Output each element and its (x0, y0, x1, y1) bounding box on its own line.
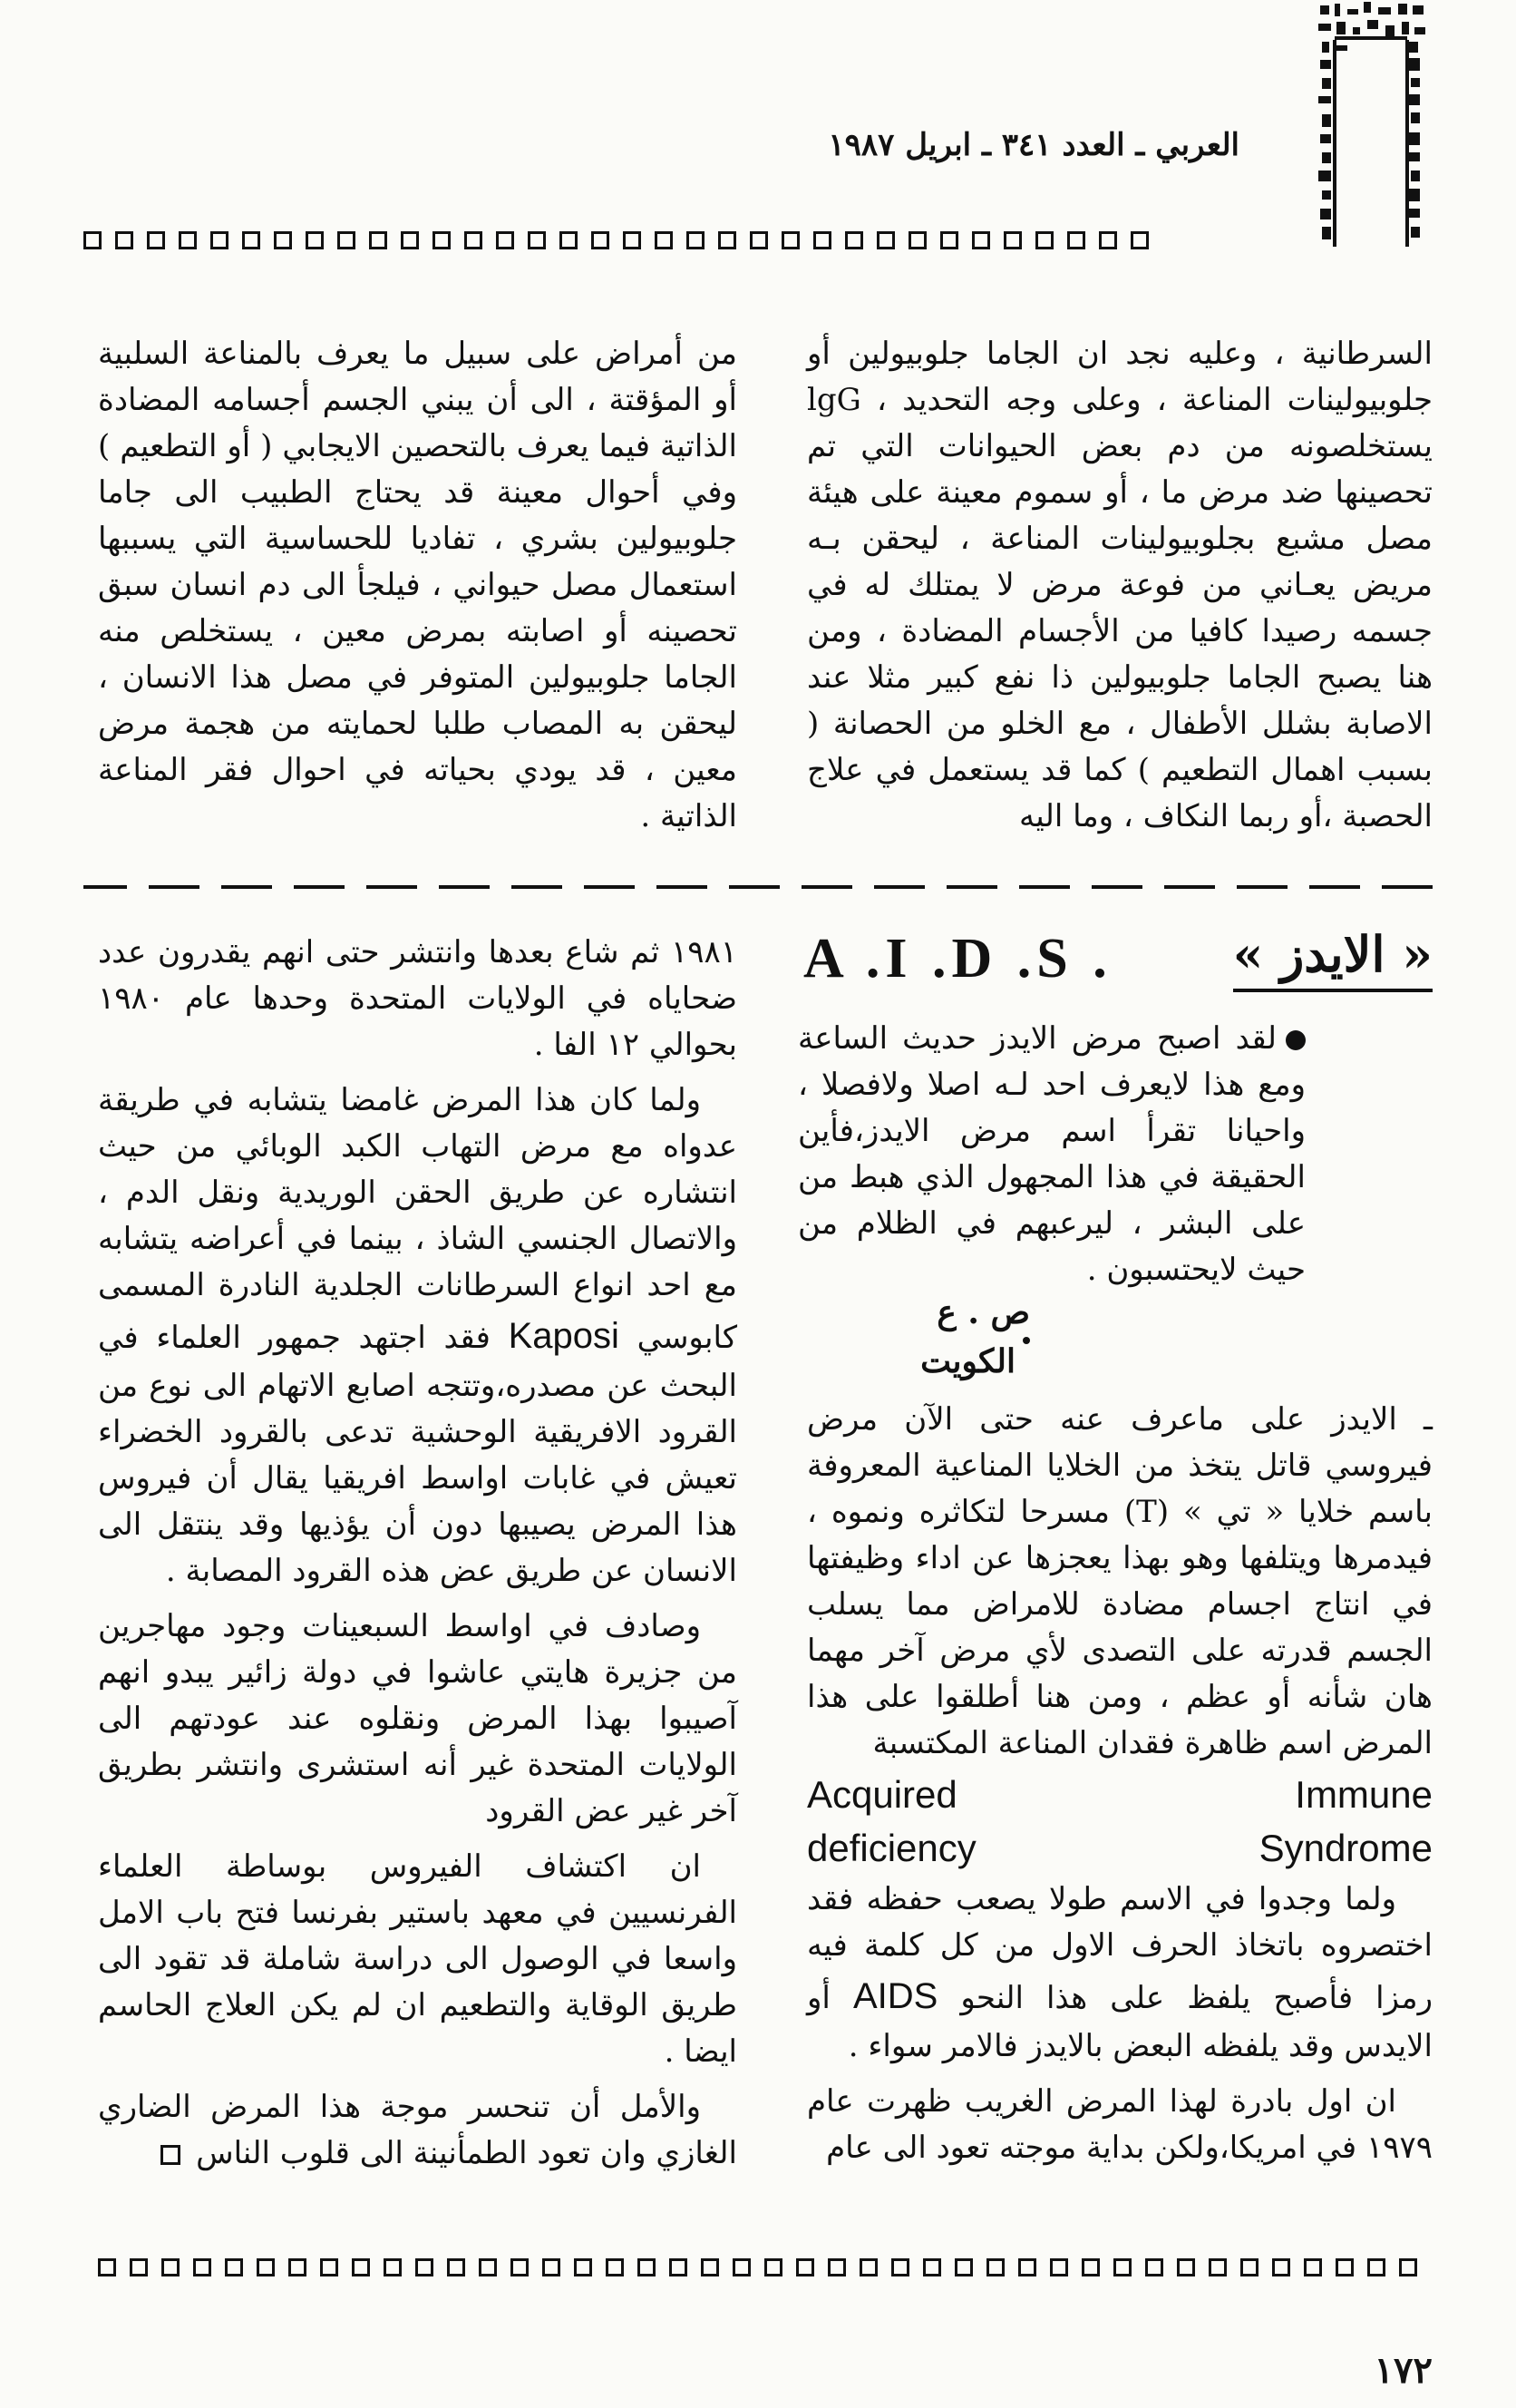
corner-ornament (1317, 0, 1427, 247)
article-intro (798, 1016, 1306, 1293)
publication-header: العربي ـ العدد ٣٤١ ـ ابريل ١٩٨٧ (828, 127, 1239, 163)
kaposi-term: Kaposi (508, 1316, 619, 1356)
end-of-article-icon (160, 2145, 180, 2165)
top-right-paragraph: السرطانية ، وعليه نجد ان الجاما جلوبيولين أو جلوبيولينات المناعة ، وعلى وجه التحديد ، lgG يستخلصونه من دم بعض الحيوانات التي تم تحصينها ضد مرض ما ، أو سموم معينة على هيئة مصل مشبع بجلوبيولينات المناعة ، ليحقن بـه مريض يعـاني من فوعة مرض لا يمتلك له في جسمه رصيدا كافيا من الأجسام المضادة ، ومن هنا يصبح الجاما جلوبيولين ذا نفع كبير مثلا عند الاصابة بشلل الأطفال ، مع الخلو من الحصانة ( بسبب اهمال التطعيم ) كما قد يستعمل في علاج الحصبة ،أو ربما النكاف ، وما اليه (807, 336, 1433, 834)
article-paragraph (98, 2084, 737, 2177)
aids-abbreviation: AIDS (852, 1976, 938, 2017)
closing-text: والأمل أن تنحسر موجة هذا المرض الضاري الغازي وان تعود الطمأنينة الى قلوب الناس (98, 2089, 737, 2171)
acquired-term-line2: deficiency Syndrome (807, 1826, 1433, 1869)
article-paragraph: ـ الايدز على ماعرف عنه حتى الآن مرض فيروسي قاتل يتخذ من الخلايا المناعية المعروفة باسم خلايا « تي » (T) مسرحا لتكاثره ونموه ، فيدمرها ويتلفها وهو بهذا يعجزها عن اداء وظيفتها في انتاج اجسام مضادة للامراض مما يسلب الجسم قدرته على التصدى لأي مرض آخر مهما هان شأنه أو عظم ، ومن هنا أطلقوا على هذا المرض اسم ظاهرة فقدان المناعة المكتسبة (807, 1401, 1433, 1761)
top-right-column (807, 331, 1433, 840)
top-left-paragraph: من أمراض على سبيل ما يعرف بالمناعة السلبية أو المؤقتة ، الى أن يبني الجسم أجسامه المضادة الذاتية فيما يعرف بالتحصين الايجابي ( أو التطعيم ) وفي أحوال معينة قد يحتاج الطبيب الى جاما جلوبيولين بشري ، تفاديا للحساسية التي يسببها استعمال مصل حيواني ، فيلجأ الى دم انسان سبق تحصينه أو اصابته بمرض معين ، يستخلص منه الجاما جلوبيولين المتوفر في مصل هذا الانسان ، ليحقن به المصاب طلبا لحمايته من هجمة مرض معين ، قد يودي بحياته في احوال فقر المناعة الذاتية . (98, 336, 737, 834)
author-signature (803, 1288, 1030, 1386)
intro-text: لقد اصبح مرض الايدز حديث الساعة ومع هذا لايعرف احد لـه اصلا ولافصلا ، واحيانا تقرأ اسم مرض الايدز،فأين الحقيقة في هذا المجهول الذي هبط من على البشر ، ليرعبهم في الظلام من حيث لايحتسبون . (798, 1020, 1306, 1288)
acquired-term-line1: Acquired Immune (807, 1773, 1433, 1816)
dashed-divider (83, 885, 1433, 889)
signature-place: الكويت (920, 1342, 1016, 1380)
article-paragraph (98, 1077, 737, 1594)
kaposi-text-after: فقد اجتهد جمهور العلماء في البحث عن مصدره،وتتجه اصابع الاتهام الى نوع من القرود الافريقية الوحشية تدعى بالقرود الخضراء تعيش في غابات اواسط افريقيا يقال أن فيروس هذا المرض يصيبها دون أن يؤذيها وقد ينتقل الى الانسان عن طريق عض هذه القرود المصابة . (98, 1320, 737, 1589)
kaposi-text-before: ولما كان هذا المرض غامضا يتشابه في طريقة عدواه مع مرض التهاب الكبد الوبائي من حيث انتشاره عن طريق الحقن الوريدية ونقل الدم ، والاتصال الجنسي الشاذ ، بينما في أعراضه يتشابه مع احد انواع السرطانات الجلدية النادرة المسمى كابوسي (98, 1082, 738, 1356)
top-left-column (98, 331, 737, 840)
article-left-column (98, 930, 737, 2177)
abbrev-text-after: أو الايدس وقد يلفظه البعض بالايدز فالامر سواء . (807, 1980, 1433, 2065)
article-title-arabic: « الايدز » (1233, 925, 1433, 992)
box-divider-top (83, 231, 1171, 258)
box-divider-bottom (98, 2258, 1440, 2286)
article-paragraph: وصادف في اواسط السبعينات وجود مهاجرين من جزيرة هايتي عاشوا في دولة زائير يبدو انهم آصيبوا بهذا المرض ونقلوه عند عودتهم الى الولايات المتحدة غير أنه استشرى وانتشر بطريق آخر غير عض القرود (98, 1608, 737, 1829)
signature-initials: ص . ع (937, 1293, 1030, 1331)
article-paragraph (807, 1877, 1433, 2070)
page-number: ١٧٢ (1374, 2349, 1433, 2392)
article-title-latin: A .I .D .S . (803, 928, 1113, 990)
article-paragraph: ان اكتشاف الفيروس بوساطة العلماء الفرنسيين في معهد باستير بفرنسا فتح باب الامل واسعا في الوصول الى دراسة شاملة قد تقود الى طريق الوقاية والتطعيم ان لم يكن العلاج الحاسم ايضا . (98, 1848, 737, 2070)
article-right-column (807, 1397, 1433, 2171)
abbrev-text-before: ولما وجدوا في الاسم طولا يصعب حفظه فقد اختصروه باتخاذ الحرف الاول من كل كلمة فيه رمزا فأصبح يلفظ على هذا النحو (807, 1881, 1433, 2017)
bullet-icon (1286, 1030, 1306, 1050)
article-paragraph: ١٩٨١ ثم شاع بعدها وانتشر حتى انهم يقدرون عدد ضحاياه في الولايات المتحدة وحدها عام ١٩٨٠ بحوالي ١٢ الفا . (98, 934, 737, 1063)
article-paragraph: ان اول بادرة لهذا المرض الغريب ظهرت عام ١٩٧٩ في امريكا،ولكن بداية موجته تعود الى عام (807, 2083, 1433, 2167)
signature-dot-icon (1023, 1337, 1030, 1344)
